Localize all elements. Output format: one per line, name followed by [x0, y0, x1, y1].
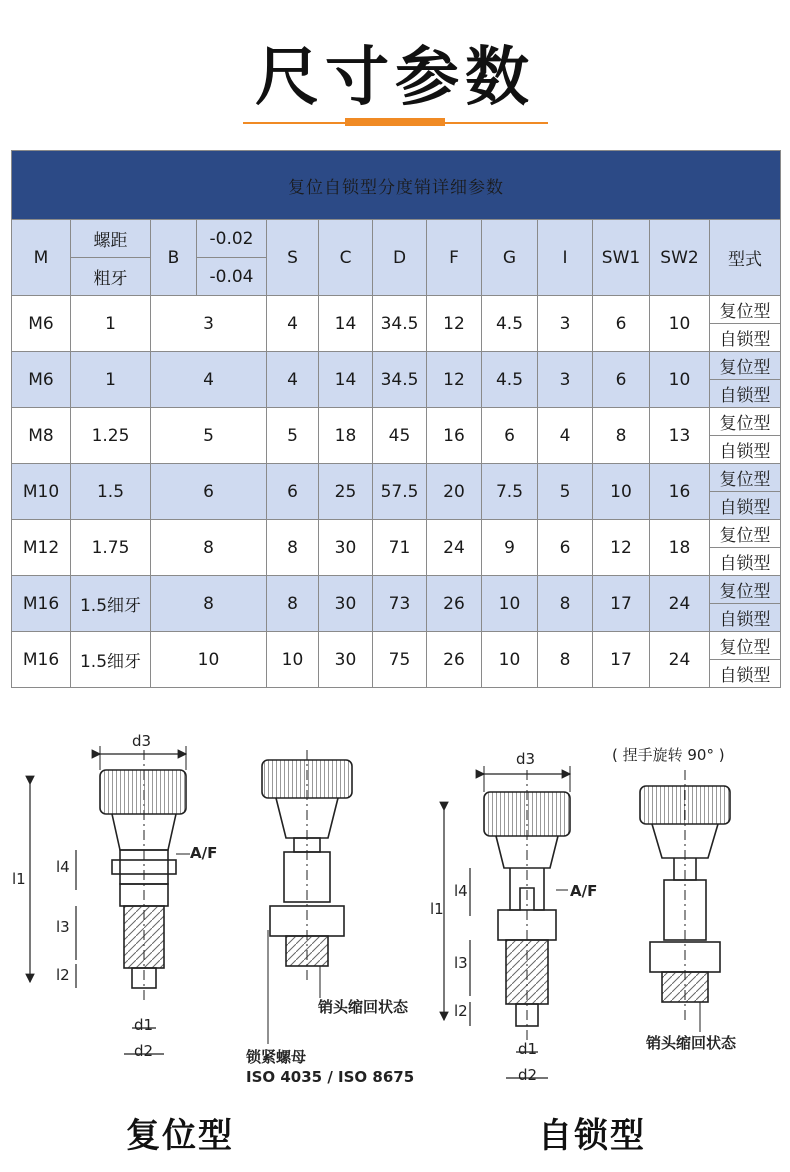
label-d2-lock: d2: [518, 1066, 538, 1084]
cell-pitch: 1: [71, 296, 151, 352]
cell-d: 45: [373, 408, 427, 464]
label-af-lock: A/F: [570, 882, 598, 900]
cell-i: 3: [538, 352, 593, 408]
cell-m: M6: [12, 352, 71, 408]
table-row: [12, 520, 781, 548]
cell-i: 8: [538, 632, 593, 688]
cell-i: 4: [538, 408, 593, 464]
cell-f: 16: [427, 408, 482, 464]
cell-b: 10: [151, 632, 267, 688]
table-row: [12, 576, 781, 604]
label-l3-lock: l3: [454, 954, 468, 972]
header-pitch: 螺距: [71, 220, 151, 258]
cell-type: 复位型: [710, 520, 781, 548]
cell-m: M12: [12, 520, 71, 576]
cell-sw1: 6: [593, 352, 650, 408]
header-sw1: SW1: [593, 220, 650, 296]
header-s: S: [267, 220, 319, 296]
label-d1-reset: d1: [134, 1016, 154, 1034]
header-type: 型式: [710, 220, 781, 296]
cell-f: 20: [427, 464, 482, 520]
label-l1-reset: l1: [12, 870, 26, 888]
cell-d: 57.5: [373, 464, 427, 520]
cell-sw2: 13: [650, 408, 710, 464]
cell-g: 9: [482, 520, 538, 576]
cell-pitch: 1: [71, 352, 151, 408]
header-i: I: [538, 220, 593, 296]
header-c: C: [319, 220, 373, 296]
caption-self-lock: 自锁型: [538, 1116, 646, 1156]
cell-sw1: 17: [593, 576, 650, 632]
reset-pin-drawing: [30, 746, 190, 1054]
cell-pitch: 1.75: [71, 520, 151, 576]
cell-type: 自锁型: [710, 324, 781, 352]
label-l4-reset: l4: [56, 858, 70, 876]
header-d: D: [373, 220, 427, 296]
label-d3-reset: d3: [132, 732, 152, 750]
cell-b: 8: [151, 520, 267, 576]
cell-type: 复位型: [710, 576, 781, 604]
cell-b: 5: [151, 408, 267, 464]
cell-pitch: 1.25: [71, 408, 151, 464]
cell-s: 4: [267, 352, 319, 408]
cell-g: 10: [482, 632, 538, 688]
cell-sw2: 10: [650, 296, 710, 352]
header-tol-lower: -0.04: [197, 258, 267, 296]
cell-type: 复位型: [710, 296, 781, 324]
cell-b: 6: [151, 464, 267, 520]
cell-sw1: 6: [593, 296, 650, 352]
header-g: G: [482, 220, 538, 296]
cell-c: 25: [319, 464, 373, 520]
cell-c: 14: [319, 296, 373, 352]
header-b: B: [151, 220, 197, 296]
label-l4-lock: l4: [454, 882, 468, 900]
cell-f: 26: [427, 632, 482, 688]
cell-d: 34.5: [373, 296, 427, 352]
parameter-table: [11, 150, 781, 688]
label-d3-lock: d3: [516, 750, 536, 768]
title-underline-accent: [345, 118, 445, 126]
cell-type: 复位型: [710, 464, 781, 492]
cell-d: 34.5: [373, 352, 427, 408]
cell-g: 6: [482, 408, 538, 464]
cell-type: 复位型: [710, 352, 781, 380]
cell-sw2: 18: [650, 520, 710, 576]
label-l3-reset: l3: [56, 918, 70, 936]
cell-pitch: 1.5: [71, 464, 151, 520]
cell-pitch: 1.5细牙: [71, 632, 151, 688]
cell-sw1: 17: [593, 632, 650, 688]
cell-type: 自锁型: [710, 604, 781, 632]
cell-d: 73: [373, 576, 427, 632]
cell-s: 6: [267, 464, 319, 520]
cell-sw1: 10: [593, 464, 650, 520]
cell-i: 5: [538, 464, 593, 520]
cell-sw2: 24: [650, 576, 710, 632]
cell-sw2: 10: [650, 352, 710, 408]
cell-g: 10: [482, 576, 538, 632]
label-d2-reset: d2: [134, 1042, 154, 1060]
cell-type: 自锁型: [710, 492, 781, 520]
cell-i: 8: [538, 576, 593, 632]
cell-sw1: 8: [593, 408, 650, 464]
self-lock-retracted-drawing: [640, 770, 730, 1032]
label-lock-nut: 锁紧螺母: [246, 1048, 307, 1066]
cell-m: M10: [12, 464, 71, 520]
cell-f: 12: [427, 352, 482, 408]
cell-b: 3: [151, 296, 267, 352]
drawing-lines: [0, 720, 790, 1172]
cell-sw2: 24: [650, 632, 710, 688]
header-sw2: SW2: [650, 220, 710, 296]
cell-c: 30: [319, 520, 373, 576]
label-rotate-note: ( 捏手旋转 90° ): [612, 746, 725, 764]
header-m: M: [12, 220, 71, 296]
cell-type: 自锁型: [710, 660, 781, 688]
cell-s: 8: [267, 576, 319, 632]
header-tol-upper: -0.02: [197, 220, 267, 258]
cell-s: 5: [267, 408, 319, 464]
cell-f: 12: [427, 296, 482, 352]
cell-m: M16: [12, 632, 71, 688]
header-coarse: 粗牙: [71, 258, 151, 296]
cell-g: 4.5: [482, 296, 538, 352]
cell-i: 3: [538, 296, 593, 352]
header-f: F: [427, 220, 482, 296]
cell-f: 24: [427, 520, 482, 576]
table-row: [12, 352, 781, 380]
cell-type: 复位型: [710, 632, 781, 660]
cell-c: 30: [319, 632, 373, 688]
table-row: [12, 296, 781, 324]
caption-reset: 复位型: [126, 1116, 234, 1156]
cell-g: 4.5: [482, 352, 538, 408]
label-l2-lock: l2: [454, 1002, 468, 1020]
page-title: 尺寸参数: [255, 41, 535, 115]
cell-c: 18: [319, 408, 373, 464]
cell-b: 4: [151, 352, 267, 408]
cell-type: 自锁型: [710, 548, 781, 576]
cell-pitch: 1.5细牙: [71, 576, 151, 632]
cell-type: 复位型: [710, 408, 781, 436]
table-caption: 复位自锁型分度销详细参数: [12, 151, 781, 220]
cell-type: 自锁型: [710, 436, 781, 464]
technical-drawing: [0, 720, 790, 1172]
cell-m: M16: [12, 576, 71, 632]
cell-m: M6: [12, 296, 71, 352]
cell-d: 71: [373, 520, 427, 576]
cell-s: 4: [267, 296, 319, 352]
cell-c: 30: [319, 576, 373, 632]
label-retracted-lock: 销头缩回状态: [646, 1034, 737, 1052]
table-row: [12, 632, 781, 660]
label-af-reset: A/F: [190, 844, 218, 862]
cell-g: 7.5: [482, 464, 538, 520]
label-iso: ISO 4035 / ISO 8675: [246, 1068, 415, 1086]
label-retracted-reset: 销头缩回状态: [318, 998, 409, 1016]
cell-sw2: 16: [650, 464, 710, 520]
cell-m: M8: [12, 408, 71, 464]
cell-f: 26: [427, 576, 482, 632]
table-row: [12, 464, 781, 492]
cell-type: 自锁型: [710, 380, 781, 408]
cell-i: 6: [538, 520, 593, 576]
cell-d: 75: [373, 632, 427, 688]
table-row: [12, 408, 781, 436]
label-l2-reset: l2: [56, 966, 70, 984]
label-l1-lock: l1: [430, 900, 444, 918]
label-d1-lock: d1: [518, 1040, 538, 1058]
cell-c: 14: [319, 352, 373, 408]
cell-s: 8: [267, 520, 319, 576]
cell-s: 10: [267, 632, 319, 688]
cell-sw1: 12: [593, 520, 650, 576]
self-lock-pin-drawing: [444, 766, 570, 1078]
cell-b: 8: [151, 576, 267, 632]
